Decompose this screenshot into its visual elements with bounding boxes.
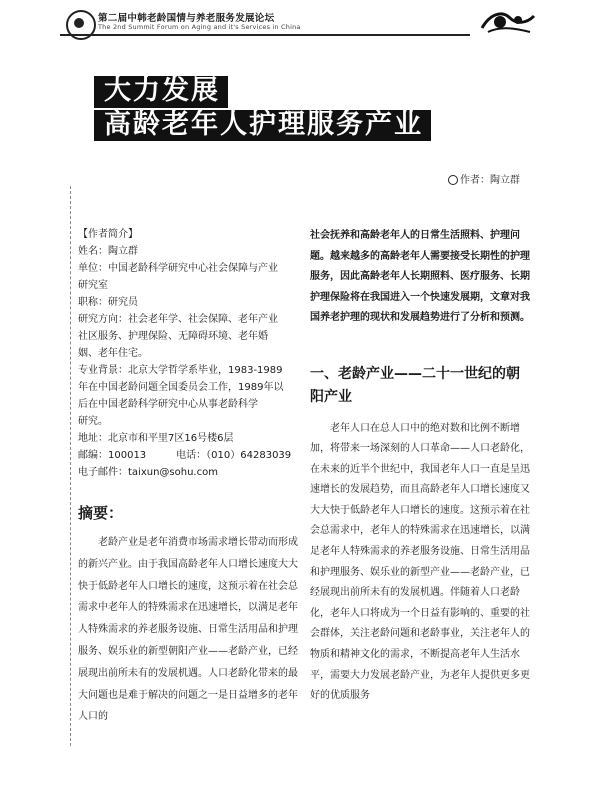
abstract-text: 老龄产业是老年消费市场需求增长带动而形成的新兴产业。由于我国高龄老年人口增长速度大大快于低龄老年人口增长的速度，这预示着在社会总需求中老年人的特殊需求在迅速增长，以满足老年人特殊需求的养老服务设施、日常生活用品和护理服务、娱乐业的新型朝阳产业——老龄产业，已经展现出前所未有的发展机遇。人口老龄化带来的最大问题也是难于解决的问题之一是日益增多的老年人口的	[78, 537, 298, 723]
section-heading: 一、老龄产业——二十一世纪的朝阳产业	[310, 365, 520, 405]
header-title: 第二届中韩老龄国情与养老服务发展论坛	[98, 13, 275, 24]
abstract-heading: 摘要：	[78, 504, 124, 522]
author-info-line: 单位：中国老龄科学研究中心社会保障与产业	[78, 263, 278, 274]
abstract	[78, 532, 300, 728]
article-title	[94, 76, 431, 141]
bullet-icon	[448, 175, 458, 185]
author-info-line: 电子邮件：taixun@sohu.com	[78, 467, 218, 478]
author-info-line: 年在中国老龄问题全国委员会工作，1989年以	[78, 382, 284, 393]
section-body: 老年人口在总人口中的绝对数和比例不断增加，将带来一场深刻的人口革命——人口老龄化，在未来的近半个世纪中，我国老年人口一直是呈迅速增长的发展趋势，而且高龄老年人口增长速度又大大快于低龄老年人口增长的速度。这预示着在社会总需求中，老年人的特殊需求在迅速增长，以满足老年人特殊需求的养老服务设施、日常生活用品和护理服务、娱乐业的新型产业——老龄产业，已经展现出前所未有的发展机遇。伴随着人口老龄化，老年人口将成为一个日益有影响的、重要的社会群体，关注老龄问题和老龄事业，关注老年人的物质和精神文化的需求，不断提高老年人生活水平，需要大力发展老龄产业，为老年人提供更多更好的优质服务	[310, 422, 530, 702]
header-rule	[60, 34, 470, 36]
author-info-line: 研究。	[78, 416, 108, 427]
title-line-2: 高龄老年人护理服务产业	[94, 110, 431, 142]
margin-rule	[64, 186, 71, 746]
header-subtitle: The 2nd Summit Forum on Aging and it's Services in China	[98, 23, 301, 31]
author-info-line: 姓名：陶立群	[78, 246, 138, 257]
author-info-line: 地址：北京市和平里7区16号楼6层	[78, 433, 234, 444]
author-info	[78, 226, 300, 481]
author-info-line: 研究室	[78, 280, 108, 291]
author-info-line: 后在中国老龄科学研究中心从事老龄科学	[78, 399, 258, 410]
abstract-continuation: 社会抚养和高龄老年人的日常生活照料、护理问题。越来越多的高龄老年人需要接受长期性的护理服务，因此高龄老年人长期照料、医疗服务、长期护理保险将在我国进入一个快速发展期，文章对我国养老护理的现状和发展趋势进行了分析和预测。	[310, 230, 530, 323]
author-info-heading: 【作者简介】	[78, 229, 138, 240]
author-byline-text: 作者：陶立群	[460, 175, 520, 186]
right-column	[310, 226, 532, 707]
author-info-line: 职称：研究员	[78, 297, 138, 308]
author-info-line: 研究方向：社会老年学、社会保障、老年产业	[78, 314, 278, 325]
left-column	[78, 226, 300, 728]
decorative-emblem-icon	[480, 6, 536, 36]
author-info-line: 邮编：100013 电话：（010）64283039	[78, 450, 292, 461]
author-byline	[448, 171, 520, 186]
author-info-line: 姻、老年住宅。	[78, 348, 148, 359]
author-info-line: 专业背景：北京大学哲学系毕业，1983-1989	[78, 365, 283, 376]
author-info-line: 社区服务、护理保险、无障碍环境、老年婚	[78, 331, 268, 342]
title-line-1: 大力发展	[94, 76, 228, 108]
